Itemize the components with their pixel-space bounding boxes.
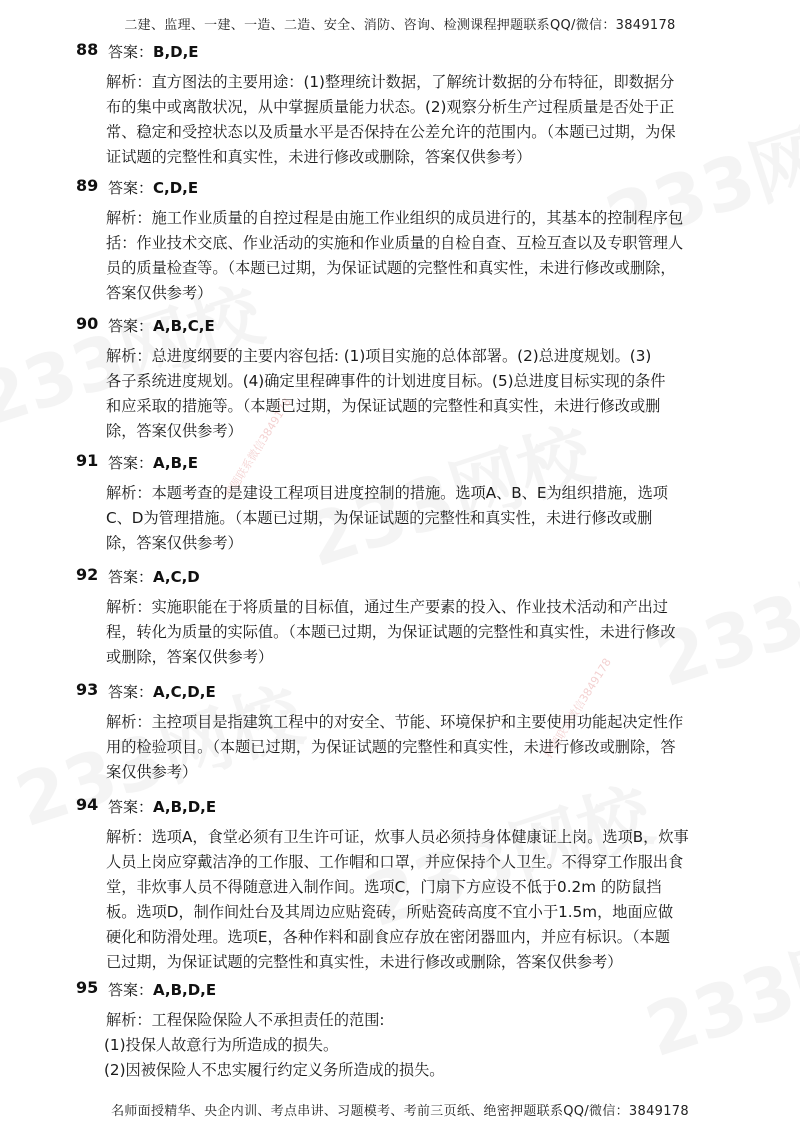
explanation-line: 常、稳定和受控状态以及质量水平是否保持在公差允许的范围内。（本题已过期，为保 xyxy=(106,123,676,141)
question-number: 93 xyxy=(76,680,99,699)
answer xyxy=(108,41,199,62)
answer-value: A,B,D,E xyxy=(153,981,217,999)
explanation-line: 解析：直方图法的主要用途：(1)整理统计数据，了解统计数据的分布特征，即数据分 xyxy=(106,73,675,91)
page-footer: 名师面授精华、央企内训、考点串讲、习题模考、考前三页纸、绝密押题联系QQ/微信：3849178 xyxy=(111,1104,689,1119)
red-stamp-watermark: 押题联系微信3849178 xyxy=(221,396,294,501)
explanation xyxy=(106,481,748,556)
explanation-line: 和应采取的措施等。（本题已过期，为保证试题的完整性和真实性，未进行修改或删 xyxy=(106,397,661,415)
explanation-line: 案仅供参考） xyxy=(106,763,198,781)
explanation-line: 硬化和防滑处理。选项E，各种作料和副食应存放在密闭器皿内，并应有标识。（本题 xyxy=(106,928,670,946)
question-95 xyxy=(0,978,800,1079)
question-number: 91 xyxy=(76,451,99,470)
explanation-line: 人员上岗应穿戴洁净的工作服、工作帽和口罩，并应保持个人卫生。不得穿工作服出食 xyxy=(106,853,684,871)
explanation-line: 除，答案仅供参考） xyxy=(106,422,243,440)
explanation xyxy=(106,710,748,785)
answer xyxy=(108,979,216,1000)
explanation-line: 员的质量检查等。（本题已过期，为保证试题的完整性和真实性，未进行修改或删除， xyxy=(106,259,676,277)
answer xyxy=(108,566,200,587)
answer-label: 答案： xyxy=(108,798,154,816)
answer xyxy=(108,796,216,817)
question-91 xyxy=(0,451,800,552)
explanation-line: 解析：选项A，食堂必须有卫生许可证，炊事人员必须持身体健康证上岗。选项B，炊事 xyxy=(106,828,689,846)
question-number: 92 xyxy=(76,565,99,584)
explanation-line: 解析：总进度纲要的主要内容包括: (1)项目实施的总体部署。(2)总进度规划。(3) xyxy=(106,347,652,365)
explanation-line: 板。选项D，制作间灶台及其周边应贴瓷砖，所贴瓷砖高度不宜小于1.5m，地面应做 xyxy=(106,903,674,921)
answer-value: A,B,C,E xyxy=(153,317,215,335)
question-89 xyxy=(0,176,800,302)
answer-label: 答案： xyxy=(108,317,154,335)
explanation-line: 解析：实施职能在于将质量的目标值，通过生产要素的投入、作业技术活动和产出过 xyxy=(106,598,668,616)
answer-label: 答案： xyxy=(108,454,154,472)
explanation-line: 用的检验项目。（本题已过期，为保证试题的完整性和真实性，未进行修改或删除，答 xyxy=(106,738,676,756)
question-number: 88 xyxy=(76,40,99,59)
explanation-line: (1)投保人故意行为所造成的损失。 xyxy=(104,1036,339,1054)
question-90 xyxy=(0,314,800,440)
question-92 xyxy=(0,565,800,666)
explanation-line: 解析：本题考查的是建设工程项目进度控制的措施。选项A、B、E为组织措施，选项 xyxy=(106,484,668,502)
explanation-line: 解析：工程保险保险人不承担责任的范围: xyxy=(106,1011,385,1029)
explanation-line: 布的集中或离散状况，从中掌握质量能力状态。(2)观察分析生产过程质量是否处于正 xyxy=(106,98,675,116)
explanation-line: 解析：主控项目是指建筑工程中的对安全、节能、环境保护和主要使用功能起决定性作 xyxy=(106,713,684,731)
explanation-line: 程，转化为质量的实际值。（本题已过期，为保证试题的完整性和真实性，未进行修改 xyxy=(106,623,676,641)
explanation-line: C、D为管理措施。（本题已过期，为保证试题的完整性和真实性，未进行修改或删 xyxy=(106,509,653,527)
explanation xyxy=(106,825,748,975)
explanation xyxy=(106,1008,748,1083)
answer xyxy=(108,681,216,702)
answer-label: 答案： xyxy=(108,43,154,61)
answer-label: 答案： xyxy=(108,568,154,586)
answer-label: 答案： xyxy=(108,179,154,197)
explanation-line: 证试题的完整性和真实性，未进行修改或删除，答案仅供参考） xyxy=(106,148,532,166)
page-header: 二建、监理、一建、一造、二造、安全、消防、咨询、检测课程押题联系QQ/微信：3849178 xyxy=(124,18,676,33)
explanation-line: 各子系统进度规划。(4)确定里程碑事件的计划进度目标。(5)总进度目标实现的条件 xyxy=(106,372,666,390)
question-number: 95 xyxy=(76,978,99,997)
explanation-line: 括：作业技术交底、作业活动的实施和作业质量的自检自查、互检互查以及专职管理人 xyxy=(106,234,684,252)
explanation xyxy=(106,595,748,670)
question-88 xyxy=(0,40,800,166)
answer-value: B,D,E xyxy=(153,43,199,61)
explanation-line: 已过期，为保证试题的完整性和真实性，未进行修改或删除，答案仅供参考） xyxy=(106,953,623,971)
explanation xyxy=(106,70,748,170)
explanation-line: 堂，非炊事人员不得随意进入制作间。选项C，门扇下方应设不低于0.2m 的防鼠挡 xyxy=(106,878,662,896)
explanation xyxy=(106,344,748,444)
explanation-line: (2)因被保险人不忠实履行约定义务所造成的损失。 xyxy=(104,1061,445,1079)
red-stamp-watermark: 押题联系微信3849178 xyxy=(541,656,614,761)
answer-value: A,C,D,E xyxy=(153,683,216,701)
question-number: 94 xyxy=(76,795,99,814)
question-94 xyxy=(0,795,800,971)
answer xyxy=(108,452,198,473)
explanation xyxy=(106,206,748,306)
question-number: 90 xyxy=(76,314,99,333)
question-number: 89 xyxy=(76,176,99,195)
explanation-line: 除，答案仅供参考） xyxy=(106,534,243,552)
answer-value: A,B,E xyxy=(153,454,198,472)
explanation-line: 解析：施工作业质量的自控过程是由施工作业组织的成员进行的，其基本的控制程序包 xyxy=(106,209,684,227)
answer-value: A,B,D,E xyxy=(153,798,217,816)
answer-label: 答案： xyxy=(108,683,154,701)
answer-label: 答案： xyxy=(108,981,154,999)
answer xyxy=(108,315,215,336)
explanation-line: 或删除，答案仅供参考） xyxy=(106,648,274,666)
answer-value: A,C,D xyxy=(153,568,200,586)
answer xyxy=(108,177,198,198)
answer-value: C,D,E xyxy=(153,179,199,197)
explanation-line: 答案仅供参考） xyxy=(106,284,213,302)
